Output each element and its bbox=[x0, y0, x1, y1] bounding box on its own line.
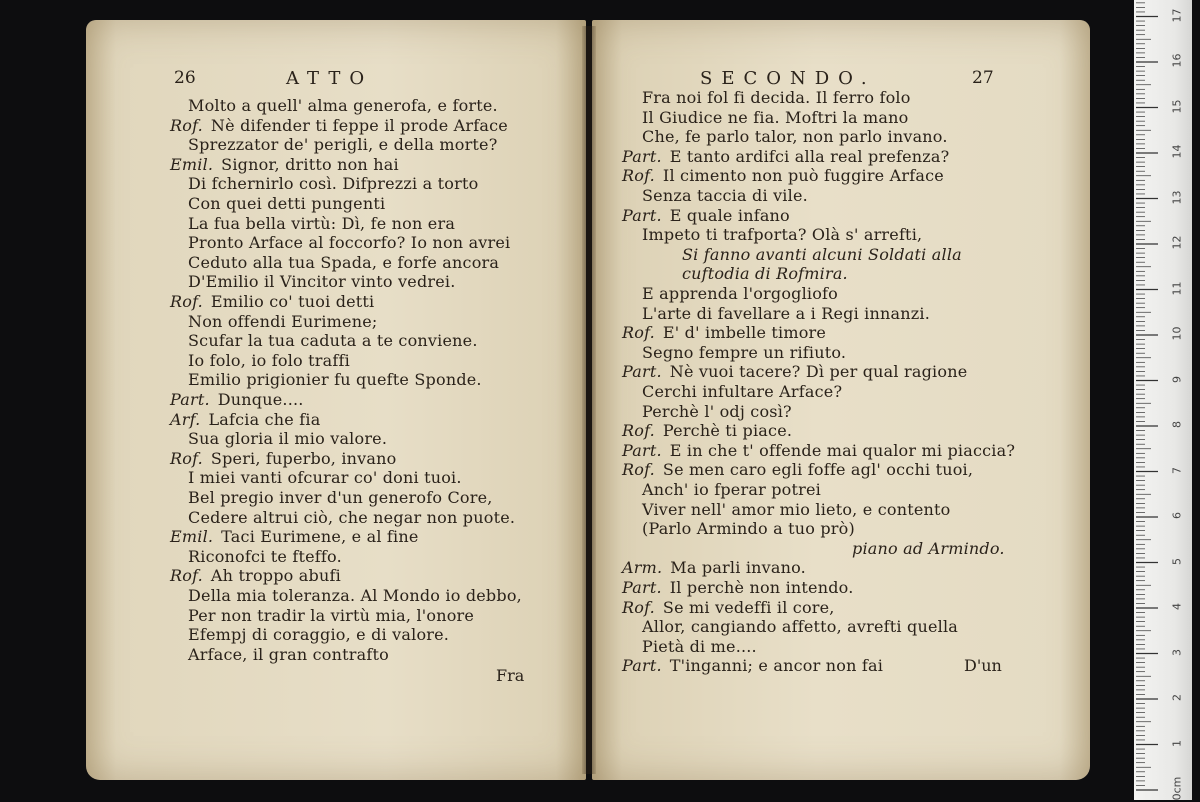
ruler-label: 17 bbox=[1170, 8, 1184, 22]
verse-text: Efempj di coraggio, e di valore. bbox=[188, 625, 450, 645]
text-line bbox=[642, 382, 842, 402]
text-line bbox=[622, 206, 790, 226]
stage-direction: piano ad Armindo. bbox=[852, 538, 1005, 558]
running-header: ATTO bbox=[286, 68, 374, 89]
speaker-label: Part. bbox=[622, 440, 662, 460]
text-line bbox=[188, 174, 478, 194]
speaker-label: Part. bbox=[622, 205, 662, 225]
verse-text: Allor, cangiando affetto, avrefti quella bbox=[642, 617, 959, 637]
verse-text: Sua gloria il mio valore. bbox=[188, 429, 388, 449]
verse-text: Che, fe parlo talor, non parlo invano. bbox=[642, 127, 948, 147]
ruler-label: 1 bbox=[1170, 739, 1184, 747]
verse-text: Segno fempre un rifiuto. bbox=[642, 342, 847, 362]
text-line bbox=[170, 155, 399, 175]
text-line bbox=[622, 598, 835, 618]
text-line bbox=[188, 312, 377, 332]
speaker-label: Arf. bbox=[170, 409, 201, 429]
speaker-label: Emil. bbox=[170, 154, 214, 174]
page-number: 26 bbox=[174, 68, 196, 88]
ruler-label: 7 bbox=[1170, 466, 1184, 474]
text-line bbox=[642, 108, 908, 128]
text-line bbox=[642, 343, 846, 363]
text-line bbox=[188, 429, 387, 449]
verse-text: E tanto ardifci alla real prefenza? bbox=[669, 146, 950, 166]
speaker-label: Rof. bbox=[622, 460, 655, 480]
verse-text: L'arte di favellare a i Regi innanzi. bbox=[642, 303, 930, 323]
text-line bbox=[170, 116, 508, 136]
verse-text: (Parlo Armindo a tuo prò) bbox=[642, 519, 855, 539]
speaker-label: Rof. bbox=[622, 166, 655, 186]
ruler-label: 13 bbox=[1170, 190, 1184, 204]
verse-text: Dunque.... bbox=[217, 390, 304, 409]
verse-text: Speri, fuperbo, invano bbox=[210, 448, 397, 468]
ruler-label: 14 bbox=[1170, 144, 1184, 159]
ruler-label: 2 bbox=[1170, 694, 1184, 701]
measuring-ruler bbox=[1134, 0, 1192, 800]
ruler-label: 10 bbox=[1170, 326, 1184, 341]
text-line bbox=[622, 578, 854, 598]
speaker-label: Part. bbox=[170, 390, 210, 409]
verse-text: Emilio prigionier fu quefte Sponde. bbox=[188, 370, 482, 390]
verse-text: Ceduto alla tua Spada, e forfe ancora bbox=[188, 252, 500, 272]
text-line bbox=[852, 539, 1005, 559]
verse-text: Di fchernirlo così. Difprezzi a torto bbox=[188, 174, 479, 194]
verse-text: La fua bella virtù: Dì, fe non era bbox=[188, 213, 456, 233]
page-number: 27 bbox=[972, 68, 994, 88]
verse-text: Signor, dritto non hai bbox=[221, 154, 399, 174]
speaker-label: Emil. bbox=[170, 527, 214, 547]
text-line bbox=[622, 166, 944, 186]
verse-text: E' d' imbelle timore bbox=[662, 323, 827, 343]
text-line bbox=[188, 370, 482, 390]
ruler-ticks bbox=[1134, 0, 1192, 800]
verse-text: Io folo, io folo traffi bbox=[188, 350, 350, 370]
ruler-label: 16 bbox=[1170, 53, 1184, 68]
speaker-label: Rof. bbox=[170, 292, 203, 311]
text-line bbox=[622, 558, 806, 578]
text-line bbox=[188, 468, 462, 488]
verse-text: D'Emilio il Vincitor vinto vedrei. bbox=[188, 272, 456, 292]
verse-text: I miei vanti ofcurar co' doni tuoi. bbox=[188, 468, 462, 488]
text-line bbox=[170, 410, 320, 430]
verse-text: Molto a quell' alma generofa, e forte. bbox=[188, 96, 498, 115]
text-line bbox=[622, 323, 826, 343]
verse-text: Senza taccia di vile. bbox=[642, 186, 808, 205]
text-line bbox=[188, 96, 498, 116]
text-line bbox=[188, 625, 449, 645]
open-book bbox=[86, 20, 1090, 780]
stage-direction: cuftodia di Rofmira. bbox=[682, 264, 848, 284]
speaker-label: Part. bbox=[622, 362, 662, 382]
verse-text: Nè vuoi tacere? Dì per qual ragione bbox=[669, 362, 968, 382]
speaker-label: Part. bbox=[622, 578, 662, 597]
verse-text: Viver nell' amor mio lieto, e contento bbox=[642, 499, 951, 519]
text-line bbox=[170, 449, 397, 469]
verse-text: Ah troppo abufi bbox=[210, 566, 341, 586]
verse-text: T'inganni; e ancor non fai bbox=[669, 656, 884, 676]
verse-text: Se mi vedeffi il core, bbox=[662, 597, 835, 617]
verse-text: Con quei detti pungenti bbox=[188, 194, 386, 213]
text-line bbox=[642, 88, 911, 108]
verse-text: Anch' io fperar potrei bbox=[642, 480, 821, 499]
text-line bbox=[642, 637, 757, 657]
verse-text: Scufar la tua caduta a te conviene. bbox=[188, 331, 478, 351]
verse-text: Taci Eurimene, e al fine bbox=[221, 527, 419, 547]
verse-text: Fra noi fol fi decida. Il ferro folo bbox=[642, 88, 911, 107]
stage-direction: Si fanno avanti alcuni Soldati alla bbox=[682, 244, 962, 264]
ruler-label: 3 bbox=[1170, 648, 1184, 656]
ruler-label: 11 bbox=[1170, 281, 1184, 295]
speaker-label: Rof. bbox=[170, 115, 203, 135]
verse-text: Non offendi Eurimene; bbox=[188, 311, 378, 331]
speaker-label: Rof. bbox=[622, 421, 655, 441]
verse-text: Cerchi infultare Arface? bbox=[642, 382, 843, 401]
speaker-label: Rof. bbox=[622, 323, 655, 343]
ruler-label: 15 bbox=[1170, 99, 1184, 113]
text-line bbox=[188, 547, 342, 567]
text-line bbox=[642, 304, 930, 324]
catchword: Fra bbox=[496, 666, 525, 685]
text-line bbox=[642, 127, 948, 147]
verse-text: Bel pregio inver d'un generofo Core, bbox=[188, 488, 493, 507]
verse-text: Il perchè non intendo. bbox=[669, 578, 854, 597]
text-line bbox=[642, 500, 950, 520]
verse-text: Il Giudice ne fia. Moftri la mano bbox=[642, 107, 909, 127]
text-line bbox=[622, 147, 949, 167]
speaker-label: Rof. bbox=[170, 566, 203, 586]
text-line bbox=[682, 264, 848, 284]
verse-text: Sprezzator de' perigli, e della morte? bbox=[188, 135, 498, 155]
speaker-label: Arm. bbox=[622, 558, 663, 578]
verse-text: E in che t' offende mai qualor mi piaccia? bbox=[669, 440, 1016, 460]
ruler-label: 8 bbox=[1170, 421, 1184, 428]
verse-text: Il cimento non può fuggire Arface bbox=[662, 166, 944, 186]
speaker-label: Rof. bbox=[622, 597, 655, 617]
text-line bbox=[188, 488, 493, 508]
verse-text: Della mia toleranza. Al Mondo io debbo, bbox=[188, 586, 522, 605]
verse-text: Riconofci te fteffo. bbox=[188, 546, 342, 566]
speaker-label: Part. bbox=[622, 656, 662, 676]
verse-text: Arface, il gran contrafto bbox=[188, 644, 389, 664]
text-line bbox=[188, 233, 510, 253]
verse-text: E quale infano bbox=[669, 205, 790, 225]
text-line bbox=[682, 245, 962, 265]
text-line bbox=[642, 284, 838, 304]
speaker-label: Part. bbox=[622, 146, 662, 166]
text-line bbox=[642, 225, 922, 245]
verse-text: Cedere altrui ciò, che negar non puote. bbox=[188, 507, 516, 527]
verse-text: Perchè ti piace. bbox=[662, 421, 793, 441]
text-line bbox=[170, 527, 419, 547]
text-line bbox=[188, 331, 478, 351]
ruler-label: 12 bbox=[1170, 235, 1184, 250]
text-line bbox=[642, 480, 821, 500]
speaker-label: Rof. bbox=[170, 448, 203, 468]
text-line bbox=[642, 402, 792, 422]
text-line bbox=[188, 214, 455, 234]
verse-text: Pronto Arface al foccorfo? Io non avrei bbox=[188, 233, 511, 253]
text-line bbox=[188, 508, 515, 528]
verse-text: Per non tradir la virtù mia, l'onore bbox=[188, 605, 475, 625]
text-line bbox=[170, 566, 341, 586]
text-line bbox=[188, 272, 456, 292]
text-line bbox=[188, 253, 499, 273]
verse-text: Pietà di me.... bbox=[642, 636, 757, 656]
verse-text: Perchè l' odj così? bbox=[642, 401, 792, 421]
right-page bbox=[592, 20, 1090, 780]
verse-text: Ma parli invano. bbox=[670, 558, 806, 578]
running-header: SECONDO. bbox=[700, 68, 876, 89]
left-page bbox=[86, 20, 586, 780]
text-line bbox=[170, 292, 374, 312]
text-line bbox=[622, 441, 1015, 461]
book-gutter bbox=[582, 26, 596, 774]
text-line bbox=[188, 194, 385, 214]
ruler-label: 6 bbox=[1170, 512, 1184, 519]
ruler-label: 5 bbox=[1170, 557, 1184, 565]
text-line bbox=[642, 617, 958, 637]
verse-text: Impeto ti trafporta? Olà s' arrefti, bbox=[642, 225, 923, 245]
verse-text: Lafcia che fia bbox=[208, 409, 321, 429]
text-line bbox=[188, 606, 474, 626]
verse-text: E apprenda l'orgogliofo bbox=[642, 284, 839, 303]
text-line bbox=[188, 645, 389, 665]
text-line bbox=[642, 186, 808, 206]
catchword: D'un bbox=[964, 656, 1002, 675]
ruler-label: 0cm bbox=[1170, 776, 1184, 801]
text-line bbox=[622, 421, 792, 441]
text-line bbox=[642, 519, 855, 539]
text-line bbox=[622, 460, 973, 480]
text-line bbox=[188, 586, 522, 606]
ruler-label: 4 bbox=[1170, 603, 1184, 610]
text-line bbox=[188, 135, 498, 155]
text-line bbox=[622, 656, 883, 676]
text-line bbox=[622, 362, 967, 382]
verse-text: Nè difender ti feppe il prode Arface bbox=[210, 115, 508, 135]
ruler-label: 9 bbox=[1170, 375, 1184, 383]
text-line bbox=[188, 351, 350, 371]
text-line bbox=[170, 390, 304, 410]
verse-text: Se men caro egli foffe agl' occhi tuoi, bbox=[662, 460, 974, 480]
verse-text: Emilio co' tuoi detti bbox=[210, 292, 375, 311]
